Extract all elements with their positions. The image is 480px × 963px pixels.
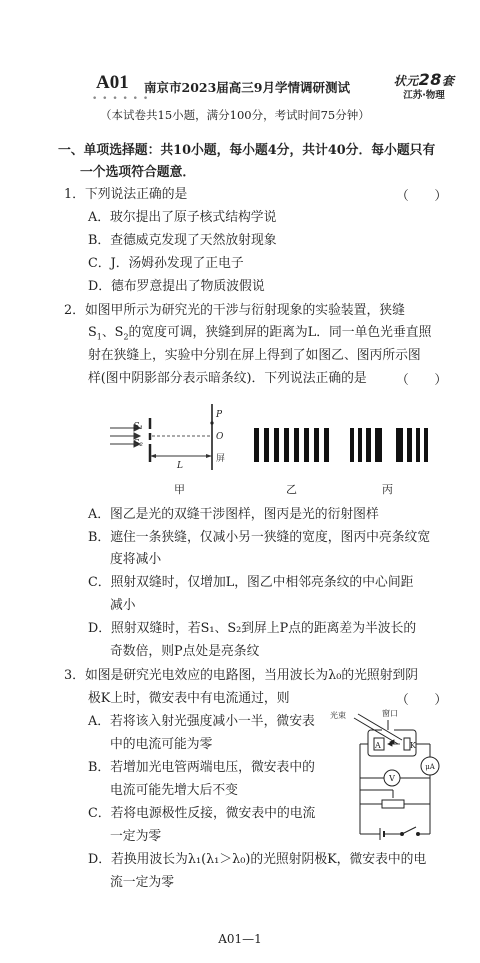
q2-option-b-line2: 度将减小 bbox=[110, 552, 162, 567]
paper-title: 南京市2023届高三9月学情调研测试 bbox=[144, 80, 350, 95]
q2-option-d-line1: D．照射双缝时，若S₁、S₂到屏上P点的距离差为半波长的 bbox=[88, 621, 417, 636]
label-o: O bbox=[216, 432, 224, 442]
q1-option-b: B．查德威克发现了天然放射现象 bbox=[88, 233, 277, 248]
double-slit-pattern-figure bbox=[254, 428, 330, 462]
q2-stem-line3: 射在狭缝上，实验中分别在屏上得到了如图乙、图丙所示图 bbox=[88, 348, 421, 363]
q2-stem-line4: 样(图中阴影部分表示暗条纹)．下列说法正确的是 bbox=[88, 371, 367, 386]
q3-stem-line1: 3．如图是研究光电效应的电路图，当用波长为λ₀的光照射到阴 bbox=[64, 668, 419, 683]
brand-logo: 状元28套 江苏·物理 bbox=[393, 70, 455, 101]
label-anode: A bbox=[375, 741, 381, 750]
double-slit-apparatus-figure bbox=[108, 398, 238, 478]
q2-option-c-line2: 减小 bbox=[110, 598, 136, 613]
figure-caption-bing: 丙 bbox=[382, 483, 393, 496]
label-s1: S₁ bbox=[133, 422, 143, 432]
photoelectric-circuit-figure bbox=[330, 708, 452, 842]
label-p: P bbox=[216, 410, 223, 420]
label-s2: S₂ bbox=[133, 439, 143, 449]
label-beam: 光束 bbox=[330, 711, 346, 720]
q2-option-c-line1: C．照射双缝时，仅增加L，图乙中相邻亮条纹的中心间距 bbox=[88, 575, 414, 590]
decorative-dots: • • • • • • bbox=[92, 94, 150, 104]
q3-option-b-line2: 电流可能先增大后不变 bbox=[110, 783, 238, 798]
q3-option-c-line1: C．若将电源极性反接，微安表中的电流 bbox=[88, 806, 316, 821]
q3-option-d-line1: D．若换用波长为λ₁(λ₁＞λ₀)的光照射阴极K，微安表中的电 bbox=[88, 852, 427, 867]
q2-option-a: A．图乙是光的双缝干涉图样，图丙是光的衍射图样 bbox=[88, 507, 379, 522]
q1-option-d: D．德布罗意提出了物质波假说 bbox=[88, 279, 265, 294]
q2-stem-line2: $S_1$、$S_2$的宽度可调，狭缝到屏的距离为L．同一单色光垂直照 bbox=[88, 325, 432, 342]
label-voltmeter: V bbox=[389, 774, 395, 783]
q2-stem-line1: 2．如图甲所示为研究光的干涉与衍射现象的实验装置，狭缝 bbox=[64, 303, 405, 318]
q3-answer-paren: （ ） bbox=[396, 693, 448, 708]
exam-note: （本试卷共15小题，满分100分，考试时间75分钟） bbox=[100, 108, 370, 122]
section-heading-line1: 一、单项选择题：共10小题，每小题4分，共计40分．每小题只有 bbox=[58, 143, 436, 158]
q3-option-b-line1: B．若增加光电管两端电压，微安表中的 bbox=[88, 760, 315, 775]
figure-caption-yi: 乙 bbox=[286, 483, 297, 496]
section-heading-line2: 一个选项符合题意． bbox=[80, 165, 196, 180]
q2-answer-paren: （ ） bbox=[396, 373, 448, 388]
q2-option-b-line1: B．遮住一条狭缝，仅减小另一狭缝的宽度，图丙中亮条纹宽 bbox=[88, 530, 431, 545]
label-screen: 屏 bbox=[216, 454, 226, 464]
figure-caption-jia: 甲 bbox=[174, 483, 185, 496]
paper-code: A01 bbox=[96, 72, 129, 93]
q3-stem-line2: 极K上时，微安表中有电流通过，则 bbox=[88, 691, 290, 706]
q3-option-d-line2: 流一定为零 bbox=[110, 875, 174, 890]
q3-option-a-line2: 中的电流可能为零 bbox=[110, 737, 213, 752]
label-cathode: K bbox=[410, 741, 416, 750]
label-window: 窗口 bbox=[382, 709, 398, 718]
diffraction-pattern-figure bbox=[350, 428, 428, 462]
q3-option-c-line2: 一定为零 bbox=[110, 829, 162, 844]
q1-stem: 1．下列说法正确的是 bbox=[64, 187, 188, 202]
q2-option-d-line2: 奇数倍，则P点处是亮条纹 bbox=[110, 644, 260, 659]
q1-option-a: A．玻尔提出了原子核式结构学说 bbox=[88, 210, 277, 225]
page-number: A01—1 bbox=[218, 932, 262, 946]
q1-answer-paren: （ ） bbox=[396, 189, 448, 204]
q3-option-a-line1: A．若将该入射光强度减小一半，微安表 bbox=[88, 714, 315, 729]
label-microammeter: μA bbox=[425, 763, 435, 771]
label-l: L bbox=[177, 461, 183, 471]
q1-option-c: C．J．汤姆孙发现了正电子 bbox=[88, 256, 244, 271]
